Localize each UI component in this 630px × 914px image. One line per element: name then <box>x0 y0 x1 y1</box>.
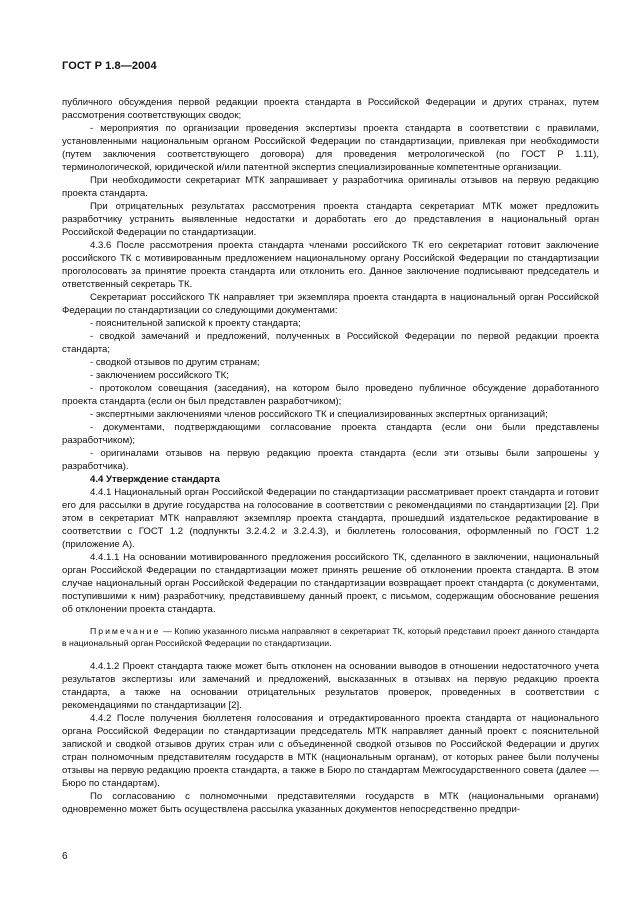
note-label: Примечание <box>90 626 161 636</box>
section-heading: 4.4 Утверждение стандарта <box>90 474 220 485</box>
paragraph: 4.4.1.2 Проект стандарта также может быть отклонен на основании выводов в отношении недостаточного учета результатов экспертизы или замечаний и предложений, высказанных в отзывах на первую редакцию проекта стандарта, а также на основании отрицательных результатов проверок, проведенных в соответствии с рекомендациями по стандартизации [2]. <box>62 661 599 711</box>
paragraph: 4.4.1.1 На основании мотивированного предложения российского ТК, сделанного в заключении, национальный орган Российской Федерации по стандартизации может принять решение об отклонении проекта стандарта. В этом случае национальный орган Российской Федерации по стандартизации возвращает проект стандарта (с документами, поступившими к ним) разработчику, представившему данный проект, с письмом, содержащим обоснование решения об отклонении проекта стандарта. <box>62 552 599 615</box>
paragraph: - сводкой отзывов по другим странам; <box>90 357 260 368</box>
paragraph: - сводкой замечаний и предложений, полученных в Российской Федерации по первой редакции проекта стандарта; <box>62 331 599 355</box>
paragraph: 4.4.1 Национальный орган Российской Федерации по стандартизации рассматривает проект стандарта и готовит его для рассылки в другие государства на голосование в соответствии с рекомендациями по стандартизации [2]. При этом в секретариат МТК направляют экземпляр проекта стандарта, прошедший издательское редактирование в соответствии с ГОСТ 1.2 (подпункты 3.2.4.2 и 3.2.4.3), и бюллетень голосования, оформленный по ГОСТ 1.2 (приложение А). <box>62 487 599 550</box>
paragraph: - пояснительной запиской к проекту стандарта; <box>90 318 301 329</box>
paragraph: - экспертными заключениями членов российского ТК и специализированных экспертных организаций; <box>90 409 548 420</box>
paragraph: 4.3.6 После рассмотрения проекта стандарта членами российского ТК его секретариат готовит заключение российского ТК с мотивированным предложением национальному органу Российской Федерации по стандартизации проголосовать за принятие проекта стандарта или отклонить его. Данное заключение подписывают председатель и ответственный секретарь ТК. <box>62 240 599 290</box>
body-text-before-note <box>62 96 599 616</box>
body-text-after-note <box>62 660 599 816</box>
page-number: 6 <box>62 851 68 862</box>
paragraph: - заключением российского ТК; <box>90 370 229 381</box>
document-page <box>62 60 599 816</box>
paragraph: Секретариат российского ТК направляет три экземпляра проекта стандарта в национальный орган Российской Федерации по стандартизации со следующими документами: <box>62 292 599 316</box>
paragraph: - документами, подтверждающими согласование проекта стандарта (если они были представлены разработчиком); <box>62 422 599 446</box>
paragraph: По согласованию с полномочными представителями государств в МТК (национальными органами) одновременно может быть осуществлена рассылка указанных документов непосредственно предпри- <box>62 791 599 815</box>
paragraph: 4.4.2 После получения бюллетеня голосования и отредактированного проекта стандарта от национального органа Российской Федерации по стандартизации председатель МТК направляет данный проект с пояснительной запиской и сводкой отзывов других стран или с объединенной сводкой отзывов по Российской Федерации и других стран полномочным представителям государств в МТК (национальным органам), от которых ранее были получены отзывы на первую редакцию проекта стандарта, а также в Бюро по стандартам Межгосударственного совета (далее — Бюро по стандартам). <box>62 713 599 789</box>
paragraph: - оригиналами отзывов на первую редакцию проекта стандарта (если эти отзывы были запрошены у разработчика). <box>62 448 599 472</box>
paragraph: - протоколом совещания (заседания), на котором было проведено публичное обсуждение доработанного проекта стандарта (если он был представлен разработчиком); <box>62 383 599 407</box>
paragraph: При отрицательных результатах рассмотрения проекта стандарта секретариат МТК может предложить разработчику устранить выявленные недостатки и доработать его до представления в национальный орган Российской Федерации по стандартизации. <box>62 201 599 238</box>
note-block <box>62 625 599 649</box>
paragraph: При необходимости секретариат МТК запрашивает у разработчика оригиналы отзывов на первую редакцию проекта стандарта. <box>62 175 599 199</box>
paragraph: публичного обсуждения первой редакции проекта стандарта в Российской Федерации и других странах, путем рассмотрения соответствующих сводок; <box>62 97 599 121</box>
note-text: — Копию указанного письма направляют в секретариат ТК, который представил проект данного стандарта в национальный орган Российской Федерации по стандартизации. <box>62 626 599 648</box>
document-header: ГОСТ Р 1.8—2004 <box>62 60 157 72</box>
paragraph: - мероприятия по организации проведения экспертизы проекта стандарта в соответствии с правилами, установленными национальным органом Российской Федерации по стандартизации, привлекая при необходимости (путем заключения соответствующего договора) для проведения метрологической (по ГОСТ Р 1.11), терминологической, юридической и/или патентной экспертиз специализированные компетентные организации. <box>62 123 599 173</box>
